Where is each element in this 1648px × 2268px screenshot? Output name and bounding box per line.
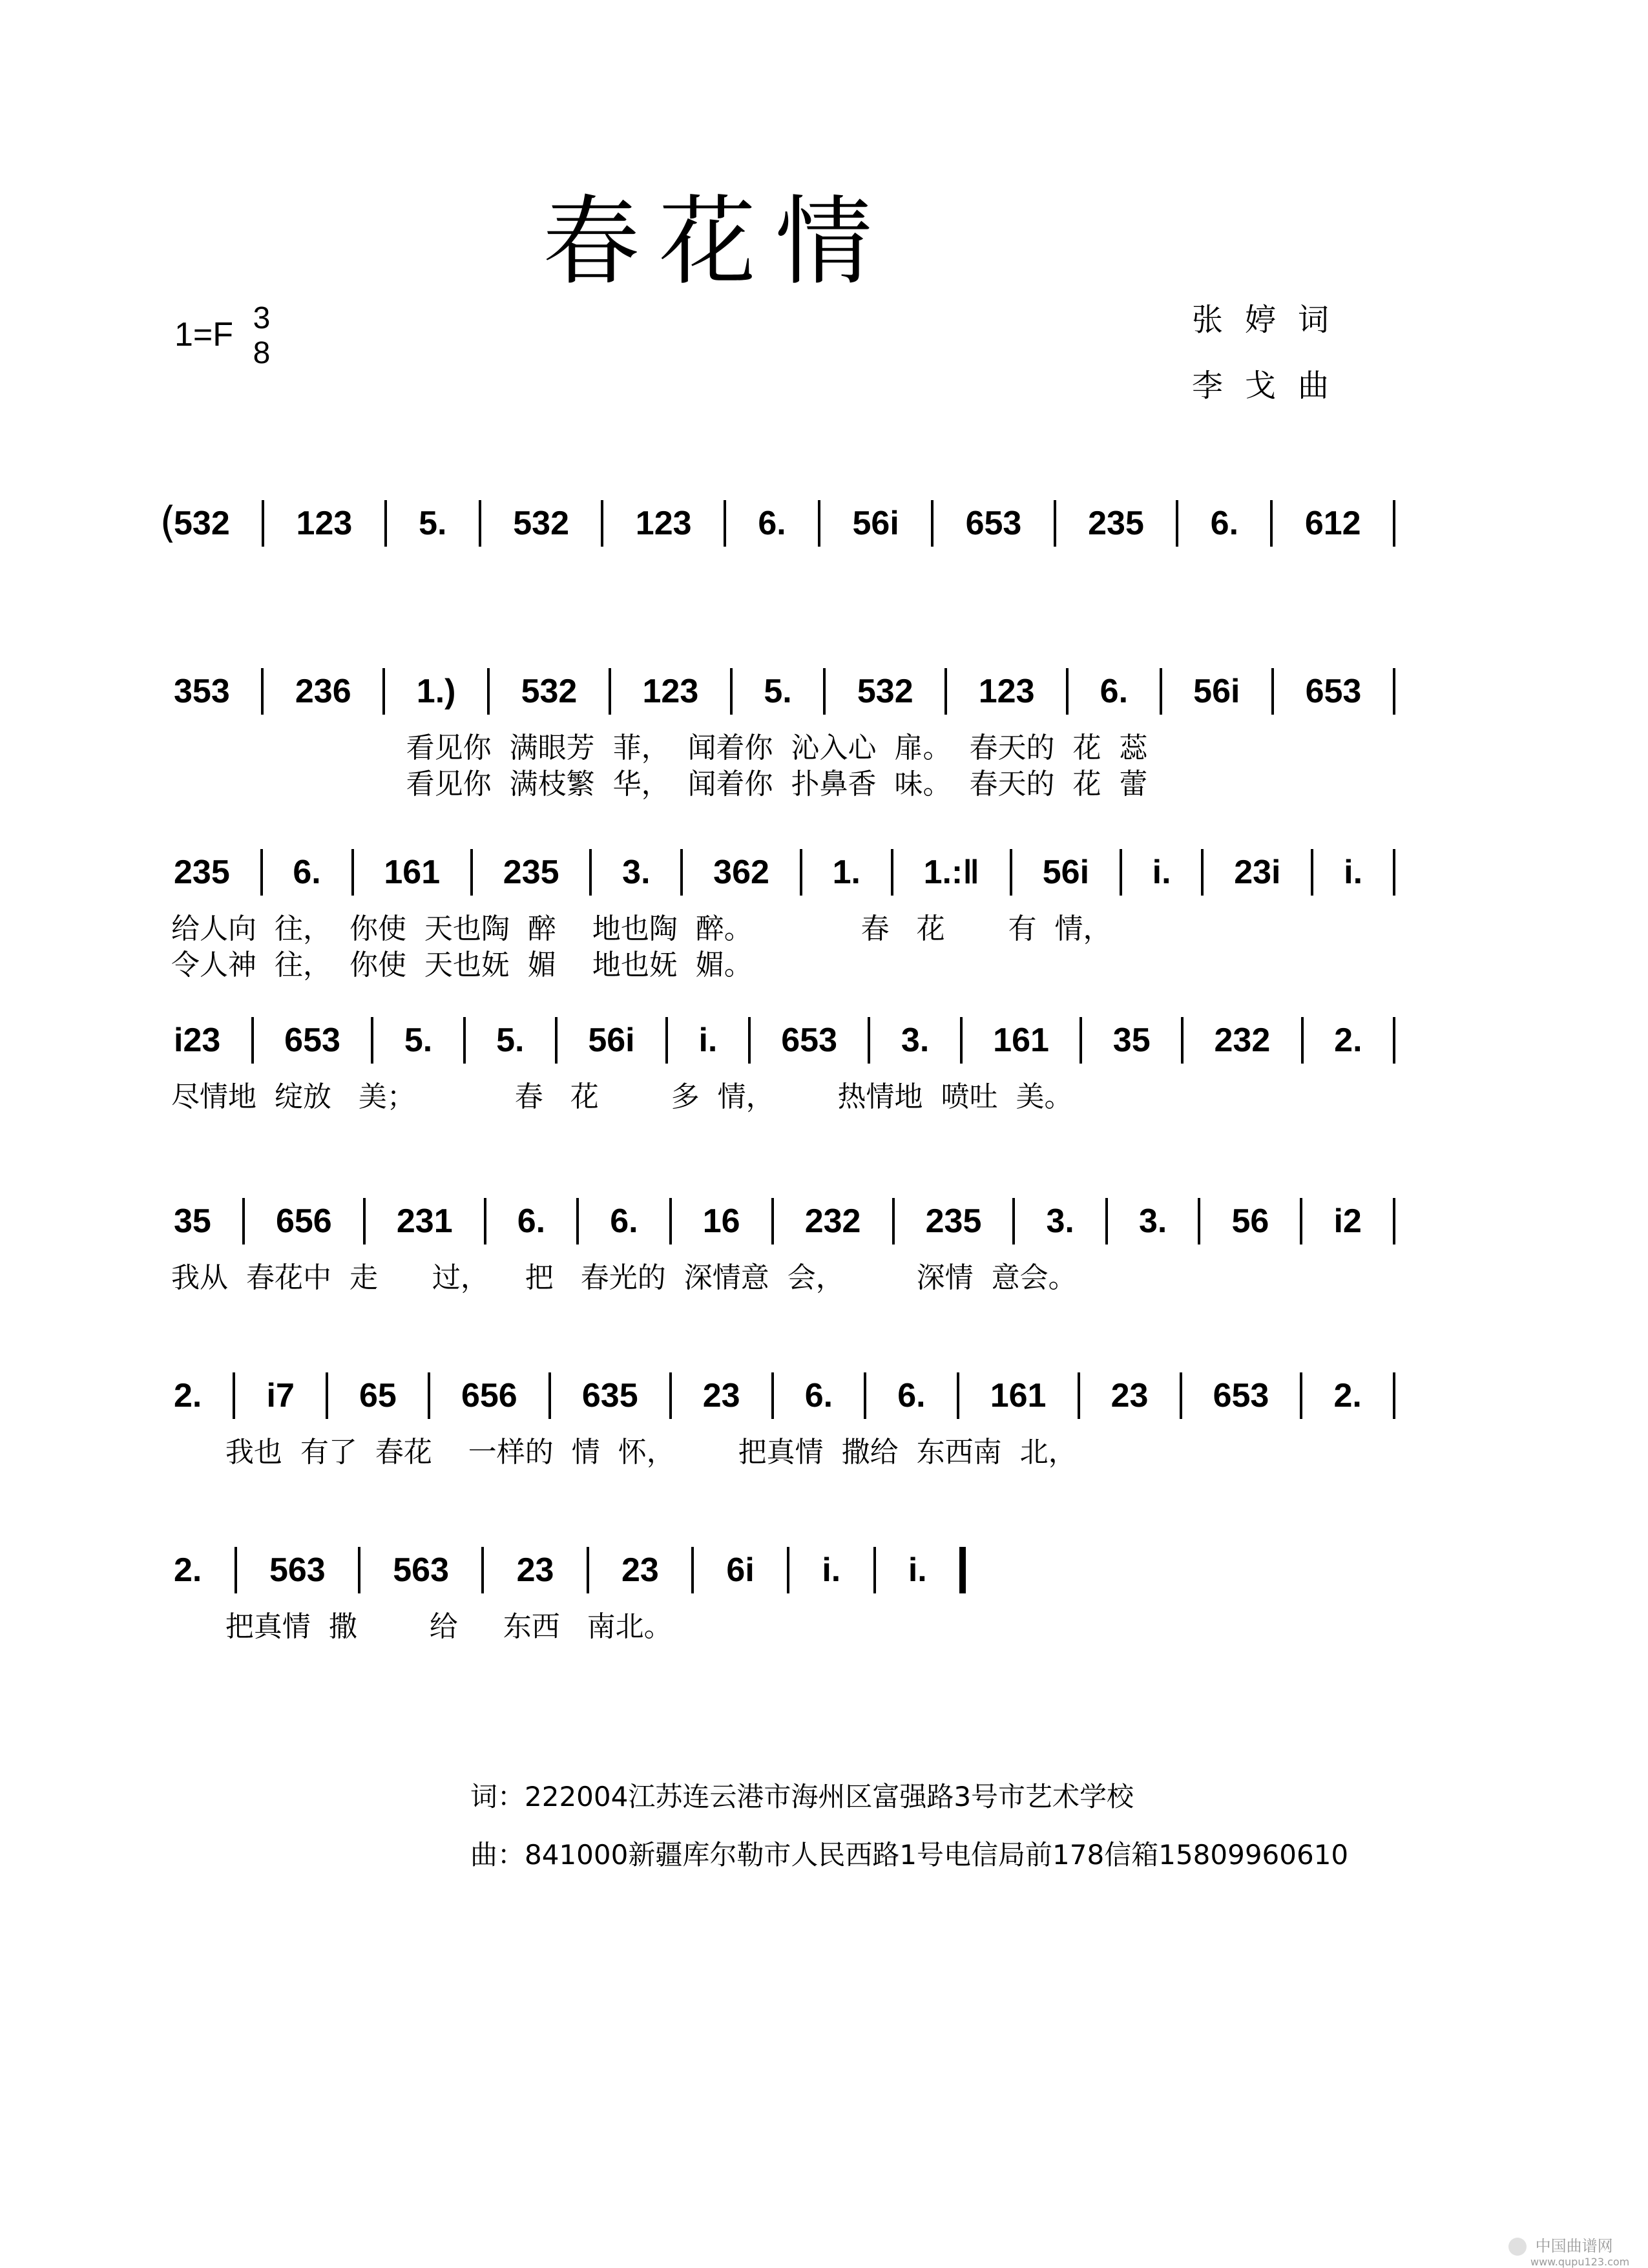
notes-line xyxy=(171,1538,966,1602)
bar-line xyxy=(479,500,481,547)
bar-line xyxy=(959,1547,966,1593)
measure: 612 xyxy=(1304,505,1361,542)
lyrics-verse-1: 看见你 满眼芳 菲， 闻着你 沁入心 扉。 春天的 花 蕊 xyxy=(171,731,1148,764)
measure: 1.:‖ xyxy=(923,854,980,891)
lyrics-verse-1: 我从 春花中 走 过， 把 春光的 深情意 会， 深情 意会。 xyxy=(171,1261,1077,1294)
measure: 653 xyxy=(1213,1377,1269,1414)
bar-line xyxy=(548,1372,551,1419)
key-signature: 1=F xyxy=(174,316,234,353)
measure: 6. xyxy=(1100,673,1129,710)
notes-line xyxy=(171,659,1395,724)
bar-line xyxy=(724,500,726,547)
bar-line xyxy=(1176,500,1178,547)
bar-line xyxy=(771,1198,774,1244)
lyrics-verse-2: 令人神 往， 你使 天也妩 媚 地也妩 媚。 xyxy=(171,949,753,982)
measure: 232 xyxy=(1214,1022,1271,1059)
measure: 236 xyxy=(295,673,351,710)
measure: 1.) xyxy=(416,673,456,710)
measure: 6. xyxy=(758,505,786,542)
time-signature xyxy=(251,301,273,371)
composer-address: 曲：841000新疆库尔勒市人民西路1号电信局前178信箱15809960610 xyxy=(470,1839,1349,1871)
measure: 6. xyxy=(804,1377,833,1414)
notes-line xyxy=(171,1363,1395,1428)
measure: 56i xyxy=(852,505,899,542)
measure: 23 xyxy=(702,1377,740,1414)
measure: 23 xyxy=(621,1551,659,1589)
score-row xyxy=(171,1189,1395,1318)
notes-line xyxy=(171,840,1395,905)
measure: 532 xyxy=(513,505,570,542)
score-row xyxy=(171,1008,1395,1137)
measure: 653 xyxy=(1305,673,1362,710)
measure: 235 xyxy=(503,854,559,891)
lyrics-verse-1: 我也 有了 春花 一样的 情 怀， 把真情 撒给 东西南 北， xyxy=(171,1436,1077,1469)
measure: 56i xyxy=(588,1022,635,1059)
bar-line xyxy=(1181,1017,1184,1064)
bar-line xyxy=(251,1017,254,1064)
measure: 23 xyxy=(516,1551,554,1589)
measure: 653 xyxy=(284,1022,340,1059)
measure: 563 xyxy=(393,1551,450,1589)
bar-line xyxy=(1066,668,1069,715)
bar-line xyxy=(262,500,264,547)
bar-line xyxy=(691,1547,694,1593)
measure: 123 xyxy=(642,673,699,710)
bar-line xyxy=(891,849,893,896)
bar-line xyxy=(1393,668,1395,715)
bar-line xyxy=(601,500,603,547)
measure: 5. xyxy=(404,1022,433,1059)
composer-credit: 李戈曲 xyxy=(1192,368,1351,404)
measure: 3. xyxy=(1046,1202,1074,1240)
score-row xyxy=(171,659,1395,801)
bar-line xyxy=(326,1372,328,1419)
site-watermark xyxy=(1508,2233,1644,2268)
bar-line xyxy=(1180,1372,1182,1419)
notes-line xyxy=(171,1189,1395,1254)
bar-line xyxy=(1078,1372,1080,1419)
measure: 6i xyxy=(726,1551,755,1589)
measure: 235 xyxy=(1088,505,1144,542)
bar-line xyxy=(1160,668,1162,715)
bar-line xyxy=(484,1198,486,1244)
bar-line xyxy=(576,1198,579,1244)
measure: 161 xyxy=(990,1377,1047,1414)
bar-line xyxy=(242,1198,245,1244)
bar-line xyxy=(931,500,934,547)
bar-line xyxy=(1300,1198,1302,1244)
measure: i7 xyxy=(266,1377,295,1414)
bar-line xyxy=(1393,1198,1395,1244)
measure: 635 xyxy=(581,1377,638,1414)
bar-line xyxy=(363,1198,366,1244)
measure: 2. xyxy=(1333,1377,1362,1414)
bar-line xyxy=(428,1372,430,1419)
bar-line xyxy=(1393,1017,1395,1064)
bar-line xyxy=(1393,500,1395,547)
measure: 532 xyxy=(174,505,230,542)
bar-line xyxy=(1311,849,1313,896)
measure: 2. xyxy=(174,1377,202,1414)
bar-line xyxy=(1270,500,1273,547)
measure: i. xyxy=(698,1022,718,1059)
song-title: 春花情 xyxy=(543,186,892,299)
bar-line xyxy=(555,1017,558,1064)
bar-line xyxy=(463,1017,466,1064)
measure: 161 xyxy=(993,1022,1049,1059)
watermark-logo-icon xyxy=(1508,2238,1527,2256)
measure: 123 xyxy=(635,505,692,542)
measure: 23i xyxy=(1234,854,1281,891)
lyrics-verse-1: 尽情地 绽放 美； 春 花 多 情， 热情地 喷吐 美。 xyxy=(171,1080,1073,1113)
bar-line xyxy=(1105,1198,1108,1244)
measure: 161 xyxy=(384,854,441,891)
lyrics-verse-2: 看见你 满枝繁 华， 闻着你 扑鼻香 味。 春天的 花 蕾 xyxy=(171,768,1148,801)
bar-line xyxy=(351,849,354,896)
lyrics-verse-1: 把真情 撒 给 东西 南北。 xyxy=(171,1610,673,1643)
measure: 353 xyxy=(174,673,230,710)
bar-line xyxy=(800,849,802,896)
bar-line xyxy=(823,668,826,715)
measure: 656 xyxy=(461,1377,517,1414)
time-denominator: 8 xyxy=(253,336,271,370)
measure: 5. xyxy=(496,1022,525,1059)
bar-line xyxy=(589,849,592,896)
bar-line xyxy=(1271,668,1274,715)
bar-line xyxy=(868,1017,870,1064)
measure: 35 xyxy=(1112,1022,1151,1059)
time-numerator: 3 xyxy=(253,301,271,335)
measure: 6. xyxy=(517,1202,546,1240)
measure: 3. xyxy=(901,1022,930,1059)
bar-line xyxy=(748,1017,751,1064)
measure: 2. xyxy=(1334,1022,1362,1059)
score-row xyxy=(171,1363,1395,1493)
measure: 5. xyxy=(419,505,447,542)
measure: 56i xyxy=(1193,673,1240,710)
bar-line xyxy=(260,849,263,896)
bar-line xyxy=(957,1372,959,1419)
bar-line xyxy=(481,1547,484,1593)
measure: 231 xyxy=(396,1202,453,1240)
bar-line xyxy=(358,1547,360,1593)
bar-line xyxy=(382,668,385,715)
score-row xyxy=(160,491,1395,620)
bar-line xyxy=(470,849,473,896)
lyricist-credit: 张婷词 xyxy=(1192,302,1351,338)
bar-line xyxy=(1012,1198,1015,1244)
measure: 6. xyxy=(897,1377,926,1414)
measure: 65 xyxy=(359,1377,397,1414)
notes-line xyxy=(171,1008,1395,1073)
bar-line xyxy=(371,1017,373,1064)
bar-line xyxy=(944,668,947,715)
bar-line xyxy=(669,1198,672,1244)
bar-line xyxy=(1120,849,1122,896)
bar-line xyxy=(1080,1017,1082,1064)
score-row xyxy=(171,1538,966,1667)
bar-line xyxy=(1393,849,1395,896)
watermark-text: 中国曲谱网 xyxy=(1535,2237,1613,2255)
measure: 123 xyxy=(978,673,1035,710)
measure: 653 xyxy=(965,505,1022,542)
bar-line xyxy=(1010,849,1012,896)
measure: 3. xyxy=(1139,1202,1167,1240)
measure: 123 xyxy=(296,505,353,542)
watermark-url: www.qupu123.com xyxy=(1530,2256,1630,2268)
bar-line xyxy=(1301,1017,1304,1064)
bar-line xyxy=(892,1198,895,1244)
measure: 532 xyxy=(521,673,578,710)
bar-line xyxy=(771,1372,774,1419)
measure: 235 xyxy=(925,1202,982,1240)
measure: 6. xyxy=(610,1202,638,1240)
measure: 3. xyxy=(622,854,651,891)
measure: 6. xyxy=(293,854,321,891)
bar-line xyxy=(261,668,264,715)
lyrics-verse-1: 给人向 往， 你使 天也陶 醉 地也陶 醉。 春 花 有 情， xyxy=(171,912,1112,945)
bar-line xyxy=(669,1372,672,1419)
measure: 653 xyxy=(781,1022,838,1059)
bar-line xyxy=(864,1372,866,1419)
bar-line xyxy=(233,1372,235,1419)
bar-line xyxy=(1054,500,1056,547)
bar-line xyxy=(384,500,387,547)
bar-line xyxy=(730,668,733,715)
measure: i. xyxy=(822,1551,841,1589)
bar-line xyxy=(818,500,820,547)
measure: 362 xyxy=(713,854,769,891)
bar-line xyxy=(680,849,683,896)
bar-line xyxy=(873,1547,876,1593)
measure: 1. xyxy=(832,854,861,891)
bar-line xyxy=(1198,1198,1200,1244)
measure: i. xyxy=(908,1551,927,1589)
measure: 232 xyxy=(804,1202,861,1240)
score-row xyxy=(171,840,1395,982)
bar-line xyxy=(1393,1372,1395,1419)
bar-line xyxy=(609,668,611,715)
measure: 6. xyxy=(1210,505,1239,542)
measure: 656 xyxy=(275,1202,332,1240)
bar-line xyxy=(960,1017,963,1064)
bar-line xyxy=(235,1547,237,1593)
lyricist-address: 词：222004江苏连云港市海州区富强路3号市艺术学校 xyxy=(470,1781,1134,1812)
bar-line xyxy=(1201,849,1204,896)
bar-line xyxy=(665,1017,668,1064)
measure: 35 xyxy=(174,1202,211,1240)
measure: 16 xyxy=(702,1202,740,1240)
measure: i2 xyxy=(1333,1202,1362,1240)
measure: 235 xyxy=(174,854,230,891)
row-lead-bracket: ( xyxy=(160,498,176,547)
bar-line xyxy=(587,1547,589,1593)
notes-line xyxy=(171,491,1395,556)
measure: 5. xyxy=(764,673,792,710)
measure: 2. xyxy=(174,1551,202,1589)
measure: 56 xyxy=(1231,1202,1269,1240)
bar-line xyxy=(787,1547,789,1593)
measure: 563 xyxy=(269,1551,326,1589)
measure: i23 xyxy=(174,1022,221,1059)
bar-line xyxy=(1300,1372,1302,1419)
bar-line xyxy=(487,668,490,715)
measure: i. xyxy=(1152,854,1171,891)
measure: 23 xyxy=(1111,1377,1149,1414)
measure: 56i xyxy=(1042,854,1090,891)
measure: i. xyxy=(1344,854,1363,891)
measure: 532 xyxy=(857,673,913,710)
